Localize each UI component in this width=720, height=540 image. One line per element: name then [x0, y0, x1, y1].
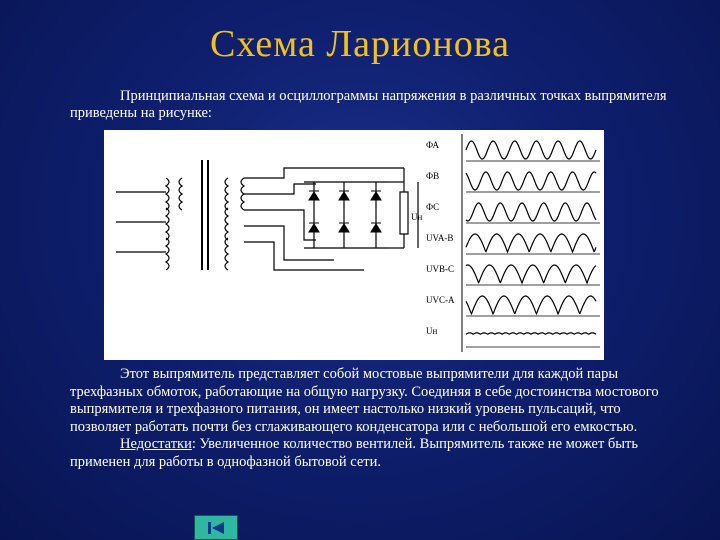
skip-back-icon [205, 520, 227, 536]
nav-back-button[interactable] [194, 515, 238, 540]
slide-title: Схема Ларионова [209, 23, 511, 65]
load-label: Uн [411, 212, 423, 222]
waveform-rect [466, 265, 596, 283]
circuit-figure [104, 130, 604, 360]
circuit-diagram [104, 130, 604, 360]
waveform-ripple [466, 333, 596, 334]
oscillograms [426, 134, 600, 352]
trace-label: UVB-C [426, 264, 455, 274]
description-block [70, 366, 682, 471]
drawbacks-label: Недостатки [120, 436, 192, 452]
drawbacks-paragraph [70, 436, 682, 471]
trace-label: ФА [426, 140, 440, 150]
rectifier-schematic [116, 160, 418, 270]
waveform-sine [466, 141, 596, 159]
trace-label: Uн [426, 326, 438, 336]
trace-label: ФС [426, 202, 440, 212]
waveform-sine [466, 203, 596, 221]
description-text: Этот выпрямитель представляет собой мостовые выпрямители для каждой пары трехфазных обмоток, работающие на общую нагрузку. Соединяя в себе достоинства мостового выпрямителя и трехфазного питания, он имеет настолько низкий уровень пульсаций, что позволяет работать почти без сглаживающего конденсатора или с небольшой его емкостью. [70, 366, 659, 435]
waveform-rect [466, 296, 596, 314]
intro-text: Принципиальная схема и осциллограммы напряжения в различных точках выпрямителя приведены на рисунке: [70, 88, 667, 121]
trace-label: UVC-A [426, 295, 455, 305]
waveform-sine [466, 172, 596, 190]
diode-bridge [309, 191, 381, 232]
drawbacks-text: : Увеличенное количество вентилей. Выпрямитель также не может быть применен для работы в однофазной бытовой сети. [70, 436, 638, 470]
trace-label: ФВ [426, 171, 440, 181]
trace-label: UVA-B [426, 233, 454, 243]
waveform-rect [466, 234, 596, 252]
